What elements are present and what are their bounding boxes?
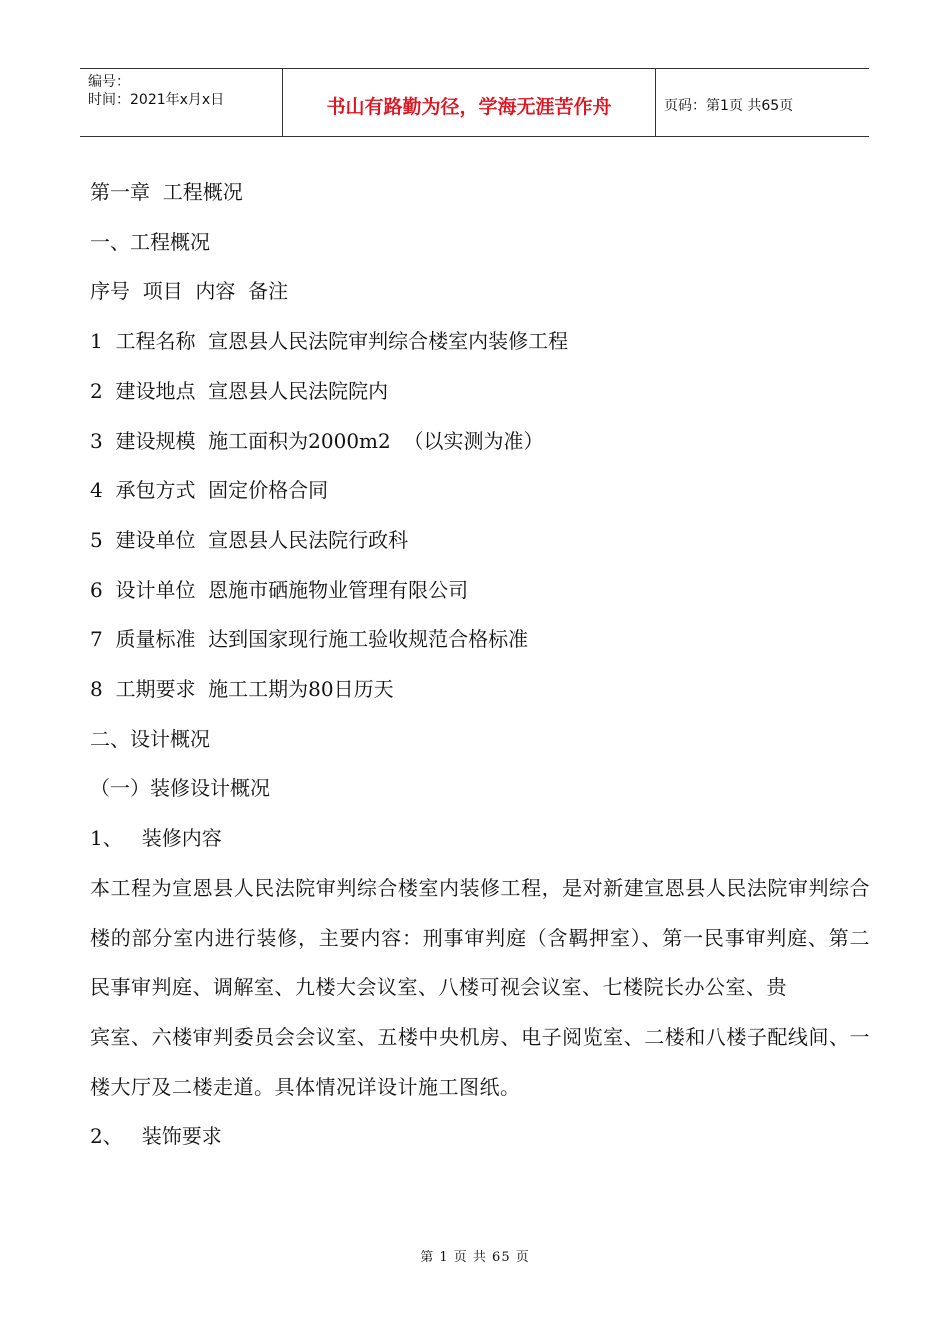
- chapter-title: 第一章 工程概况: [90, 180, 243, 204]
- item-title: 2、 装饰要求: [90, 1124, 222, 1149]
- table-row: 3 建设规模 施工面积为2000m2 （以实测为准）: [90, 428, 544, 453]
- header-page-info: 页码：第1页 共65页: [664, 97, 794, 114]
- body-paragraph: 本工程为宣恩县人民法院审判综合楼室内装修工程，是对新建宣恩县人民法院审判综合楼的部分室内进行装修，主要内容：刑事审判庭（含羁押室）、第一民事审判庭、第二民事审判庭、调解室、九楼大会议室、八楼可视会议室、七楼院长办公室、贵: [90, 875, 870, 1000]
- table-row: 1 工程名称 宣恩县人民法院审判综合楼室内装修工程: [90, 329, 569, 354]
- document-header: [80, 68, 869, 137]
- table-header: 序号 项目 内容 备注: [90, 279, 289, 304]
- table-row: 7 质量标准 达到国家现行施工验收规范合格标准: [90, 627, 529, 652]
- header-meta: [80, 69, 283, 136]
- document-date: 时间：2021年x月x日: [88, 92, 225, 108]
- table-row: 2 建设地点 宣恩县人民法院院内: [90, 378, 389, 403]
- table-row: 5 建设单位 宣恩县人民法院行政科: [90, 527, 409, 552]
- table-row: 8 工期要求 施工工期为80日历天: [90, 677, 394, 702]
- document-number-label: 编号：: [88, 74, 130, 90]
- body-paragraph-continued: 宾室、六楼审判委员会会议室、五楼中央机房、电子阅览室、二楼和八楼子配线间、一楼大厅及二楼走道。具体情况详设计施工图纸。: [90, 1024, 870, 1099]
- table-row: 6 设计单位 恩施市硒施物业管理有限公司: [90, 577, 469, 602]
- item-title: 1、 装修内容: [90, 826, 222, 851]
- page-footer: 第 1 页 共 65 页: [420, 1250, 530, 1265]
- section-title: 一、工程概况: [90, 229, 210, 254]
- header-motto: 书山有路勤为径，学海无涯苦作舟: [283, 69, 656, 136]
- section-title: 二、设计概况: [90, 726, 210, 751]
- table-row: 4 承包方式 固定价格合同: [90, 478, 329, 503]
- subsection-title: （一）装修设计概况: [90, 776, 270, 801]
- document-body: [90, 168, 870, 1162]
